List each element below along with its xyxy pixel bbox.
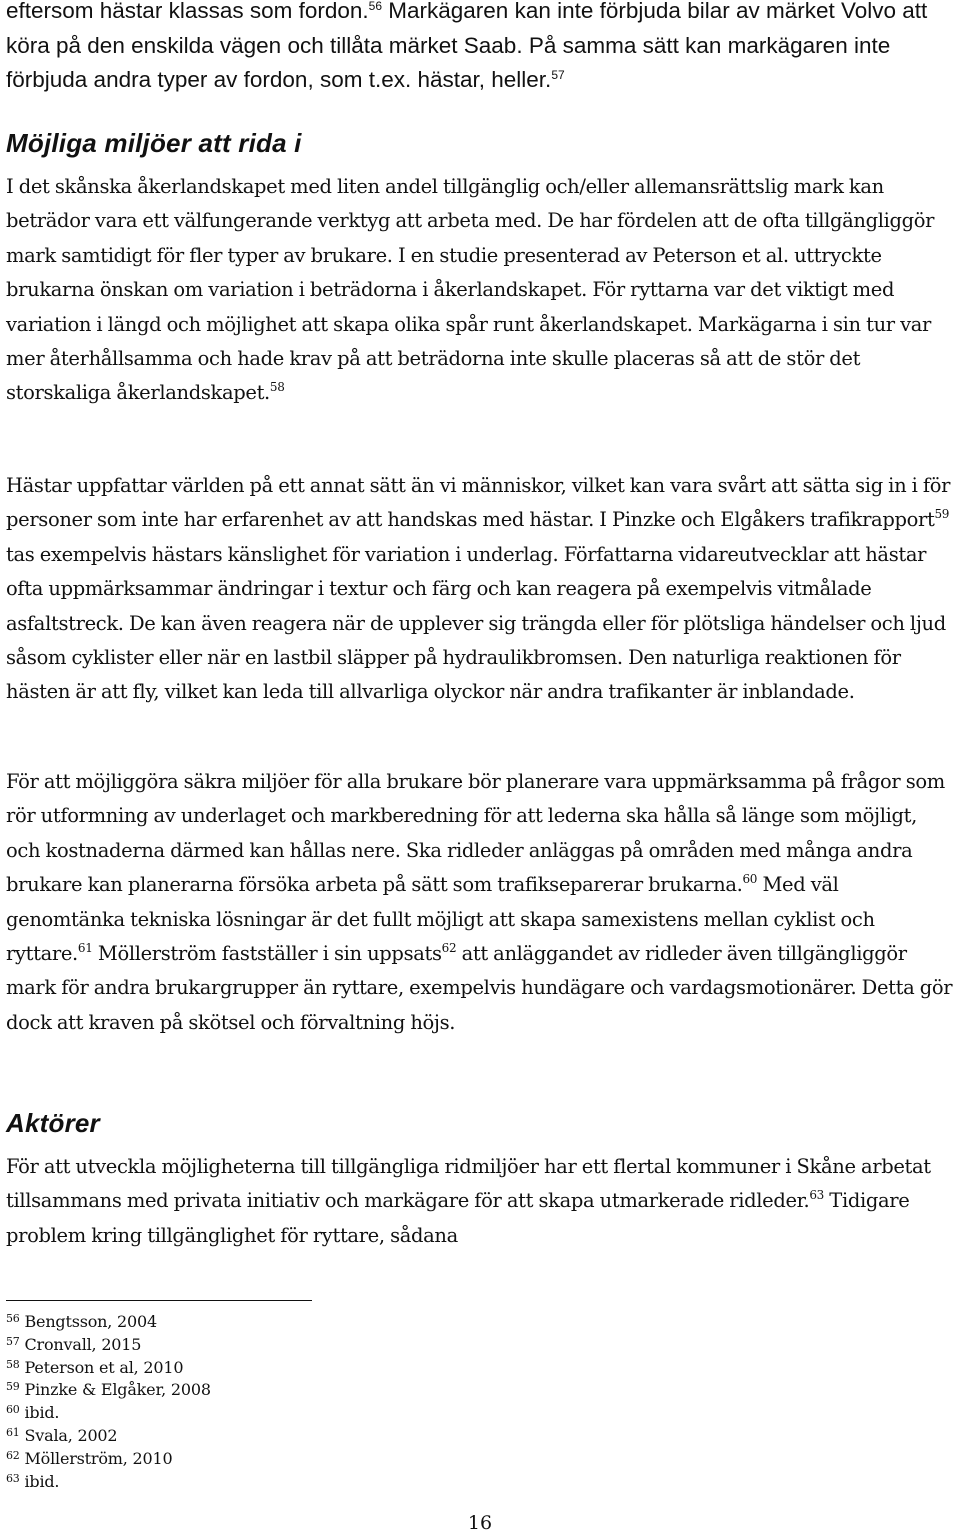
body-paragraph: I det skånska åkerlandskapet med liten andel tillgänglig och/eller allemansrättslig mark kan beträdor vara ett välfungerande verktyg att arbeta med. De har fördelen att de ofta tillgängliggör mark samtidigt för fler typer av brukare. I en studie presenterad av Peterson et al. uttryckte brukarna önskan om variation i beträdorna i åkerlandskapet. För ryttarna var det viktigt med variation i längd och möjlighet att skapa olika spår runt åkerlandskapet. Markägarna i sin tur var mer återhållsamma och hade krav på att beträdorna inte skulle placeras så att de stör det storskaliga åkerlandskapet.$^{58}$: [6, 175, 935, 405]
section-heading: Aktörer: [6, 1108, 100, 1138]
body-paragraph: Hästar uppfattar världen på ett annat sätt än vi människor, vilket kan vara svårt att sätta sig in i för personer som inte har erfarenhet av att handskas med hästar. I Pinzke och Elgåkers trafikrapport$^{59}$ tas exempelvis hästars känslighet för variation i underlag. Författarna vidareutvecklar att hästar ofta uppmärksammar ändringar i textur och färg och kan reagera på exempelvis vitmålade asfaltstreck. De kan även reagera när de upplever sig trängda eller för plötsliga händelser och ljud såsom cyklister eller när en lastbil släpper på hydraulikbromsen. Den naturliga reaktionen för hästen är att fly, vilket kan leda till allvarliga olyckor när andra trafikanter är inblandade.: [6, 474, 951, 704]
footnote-ref[interactable]: 62: [441, 941, 457, 956]
footnote-item: $^{58}$ Peterson et al, 2010: [6, 1357, 184, 1377]
footnote-item: $^{60}$ ibid.: [6, 1403, 60, 1423]
body-paragraph: För att möjliggöra säkra miljöer för alla brukare bör planerare vara uppmärksamma på frågor som rör utformning av underlaget och markberedning för att lederna ska hålla så länge som möjligt, och kostnaderna därmed kan hållas nere. Ska ridleder anläggas på områden med många andra brukare kan planerarna försöka arbeta på sätt som trafikseparerar brukarna.$^{60}$ Med väl genomtänka tekniska lösningar är det fullt möjligt att skapa samexistens mellan cyklist och ryttare.$^{61}$ Möllerström fastställer i sin uppsats$^{62}$ att anläggandet av ridleder även tillgängliggör mark för andra brukargrupper än ryttare, exempelvis hundägare och vardagsmotionärer. Detta gör dock att kraven på skötsel och förvaltning höjs.: [6, 770, 953, 1034]
footnote-list: [6, 1311, 211, 1493]
footnote-ref[interactable]: 59: [934, 507, 950, 522]
footnote-ref[interactable]: 58: [269, 380, 285, 395]
footnote-ref[interactable]: 63: [809, 1188, 824, 1203]
footnote-item: $^{59}$ Pinzke & Elgåker, 2008: [6, 1380, 211, 1400]
footnote-ref[interactable]: 61: [77, 941, 93, 956]
footnote-item: $^{63}$ ibid.: [6, 1471, 60, 1491]
footnote-item: $^{61}$ Svala, 2002: [6, 1425, 118, 1445]
footnote-divider: [6, 1300, 312, 1301]
intro-paragraph: eftersom hästar klassas som fordon.$^{56}$ Markägaren kan inte förbjuda bilar av märket Volvo att köra på den enskilda vägen och tillåta märket Saab. På samma sätt kan markägaren inte förbjuda andra typer av fordon, som t.ex. hästar, heller.$^{57}$: [6, 0, 928, 92]
section-heading: Möjliga miljöer att rida i: [6, 128, 302, 158]
footnote-ref[interactable]: 57: [551, 68, 565, 82]
footnote-ref[interactable]: 60: [742, 872, 758, 887]
page-number: 16: [467, 1512, 493, 1534]
footnote-item: $^{57}$ Cronvall, 2015: [6, 1334, 142, 1354]
footnote-item: $^{62}$ Möllerström, 2010: [6, 1448, 173, 1468]
body-paragraph: För att utveckla möjligheterna till tillgängliga ridmiljöer har ett flertal kommuner i Skåne arbetat tillsammans med privata initiativ och markägare för att skapa utmarkerade ridleder.$^{63}$ Tidigare problem kring tillgänglighet för ryttare, sådana: [6, 1155, 931, 1247]
footnote-ref[interactable]: 56: [368, 0, 383, 13]
footnote-item: $^{56}$ Bengtsson, 2004: [6, 1312, 157, 1331]
